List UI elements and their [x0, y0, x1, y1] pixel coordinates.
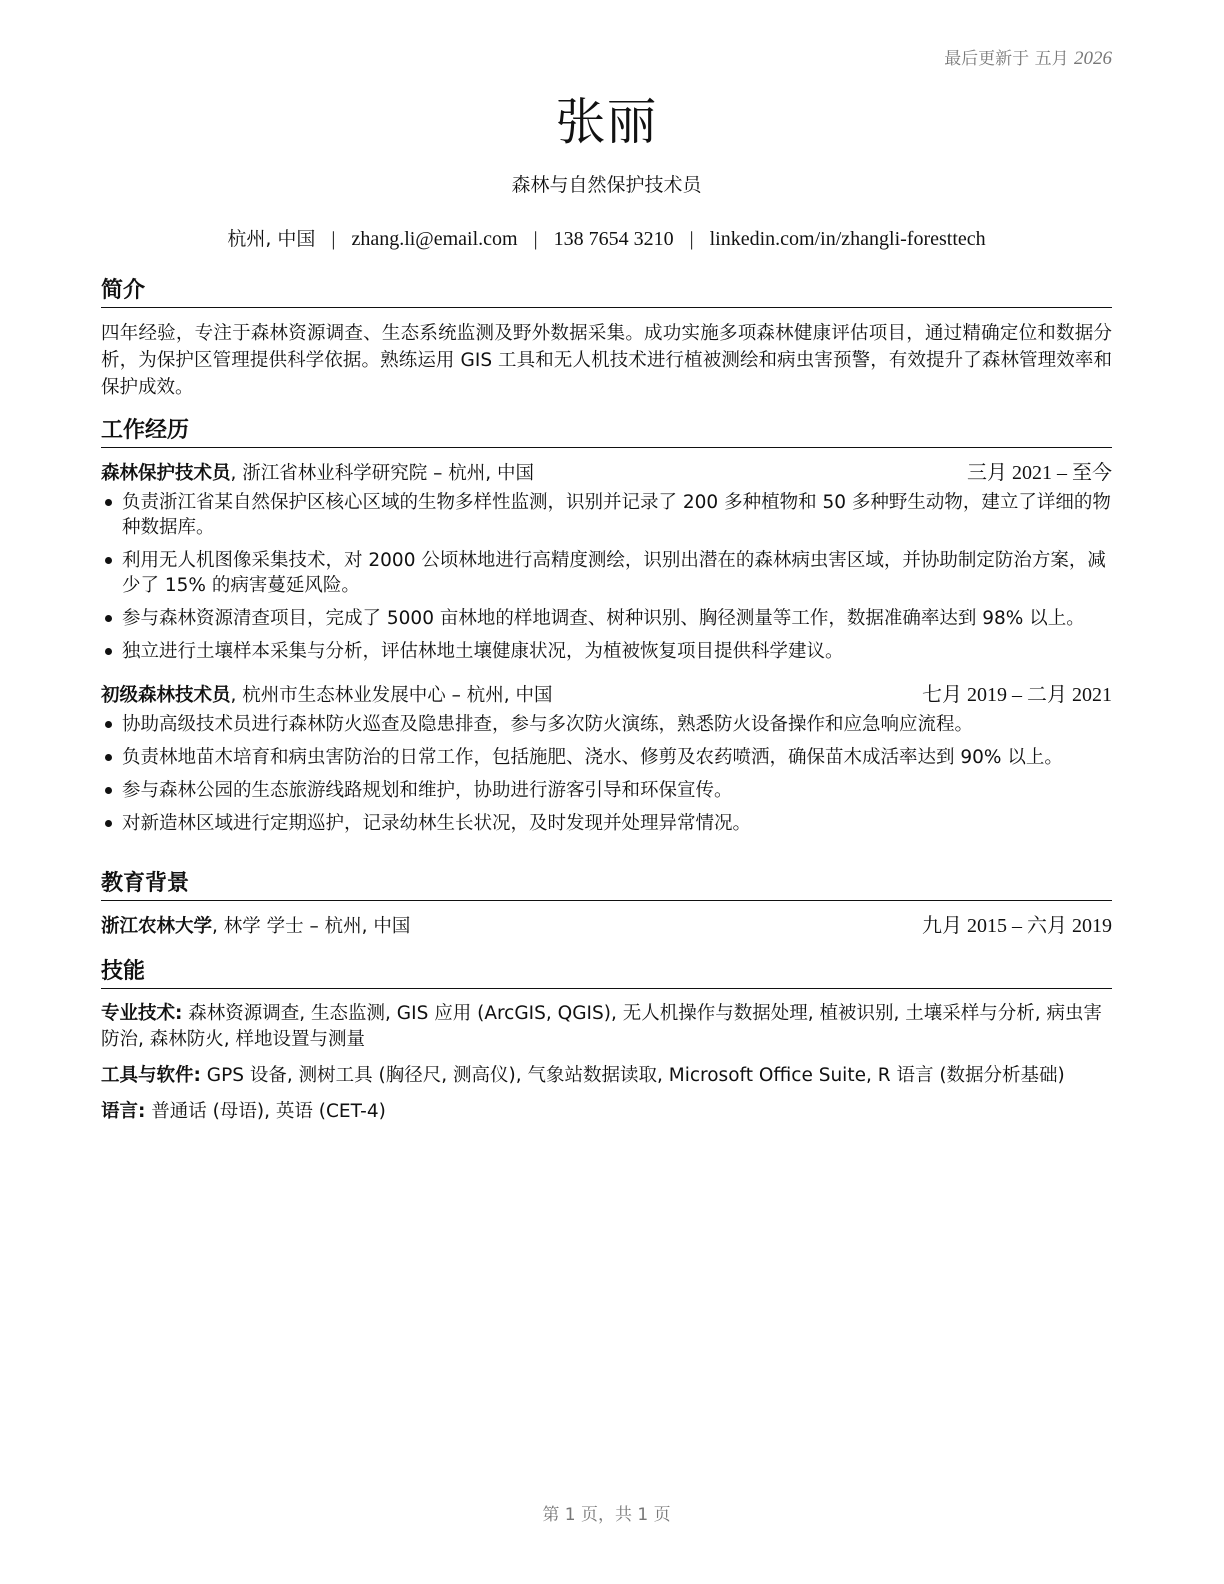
job-dates: 三月 2021 – 至今 — [967, 462, 1112, 484]
list-item: 利用无人机图像采集技术，对 2000 公顷林地进行高精度测绘，识别出潜在的森林病虫害区域，并协助制定防治方案，减少了 15% 的病害蔓延风险。 — [101, 548, 1112, 598]
job-header — [101, 460, 1112, 487]
skill-label: 语言: — [101, 1101, 146, 1122]
list-item: 对新造林区域进行定期巡护，记录幼林生长状况，及时发现并处理异常情况。 — [101, 811, 1112, 836]
experience-section — [101, 416, 1112, 844]
contact-separator: | — [689, 228, 694, 250]
resume-page — [101, 0, 1112, 1584]
job-bullets — [101, 712, 1112, 836]
job-entry — [101, 460, 1112, 664]
contact-location: 杭州, 中国 — [227, 228, 316, 250]
contact-separator: | — [331, 228, 336, 250]
job-org: , 杭州市生态林业发展中心 – 杭州, 中国 — [230, 685, 553, 706]
last-updated-label: 最后更新于 五月 — [944, 49, 1069, 69]
skill-label: 专业技术: — [101, 1003, 183, 1024]
education-section — [101, 869, 1112, 940]
summary-text: 四年经验，专注于森林资源调查、生态系统监测及野外数据采集。成功实施多项森林健康评估项目，通过精确定位和数据分析，为保护区管理提供科学依据。熟练运用 GIS 工具和无人机技术进行植被测绘和病虫害预警，有效提升了森林管理效率和保护成效。 — [101, 323, 1112, 398]
section-title: 简介 — [101, 276, 1112, 308]
section-title: 工作经历 — [101, 416, 1112, 448]
page-footer: 第 1 页，共 1 页 — [542, 1505, 671, 1525]
skill-label: 工具与软件: — [101, 1065, 201, 1086]
contact-separator: | — [533, 228, 538, 250]
skills-list — [101, 1001, 1112, 1125]
job-bullets — [101, 490, 1112, 664]
list-item: 参与森林资源清查项目，完成了 5000 亩林地的样地调查、树种识别、胸径测量等工作，数据准确率达到 98% 以上。 — [101, 606, 1112, 631]
candidate-name: 张丽 — [555, 93, 658, 151]
job-header — [101, 682, 1112, 709]
contact-line — [101, 224, 1112, 251]
job-position: 初级森林技术员 — [101, 685, 231, 706]
job-position: 森林保护技术员 — [101, 463, 231, 484]
education-dates: 九月 2015 – 六月 2019 — [922, 915, 1112, 937]
job-dates: 七月 2019 – 二月 2021 — [922, 684, 1112, 706]
skill-row — [101, 1099, 1112, 1125]
section-title: 教育背景 — [101, 869, 1112, 901]
education-entry — [101, 913, 1112, 940]
skill-text: 普通话 (母语), 英语 (CET-4) — [145, 1101, 386, 1122]
skill-row — [101, 1063, 1112, 1089]
job-entry — [101, 682, 1112, 836]
contact-linkedin[interactable]: linkedin.com/in/zhangli-foresttech — [709, 228, 986, 250]
skill-row — [101, 1001, 1112, 1053]
contact-phone: 138 7654 3210 — [553, 228, 674, 250]
section-title: 技能 — [101, 957, 1112, 989]
skills-section — [101, 957, 1112, 1135]
list-item: 协助高级技术员进行森林防火巡查及隐患排查，参与多次防火演练，熟悉防火设备操作和应急响应流程。 — [101, 712, 1112, 737]
skill-text: 森林资源调查, 生态监测, GIS 应用 (ArcGIS, QGIS), 无人机操作与数据处理, 植被识别, 土壤采样与分析, 病虫害防治, 森林防火, 样地设置与测量 — [101, 1003, 1103, 1050]
list-item: 负责林地苗木培育和病虫害防治的日常工作，包括施肥、浇水、修剪及农药喷洒，确保苗木成活率达到 90% 以上。 — [101, 745, 1112, 770]
education-detail: , 林学 学士 – 杭州, 中国 — [212, 916, 411, 937]
education-school: 浙江农林大学 — [101, 916, 213, 937]
job-org: , 浙江省林业科学研究院 – 杭州, 中国 — [230, 463, 535, 484]
skill-text: GPS 设备, 测树工具 (胸径尺, 测高仪), 气象站数据读取, Microsoft Office Suite, R 语言 (数据分析基础) — [200, 1065, 1065, 1086]
last-updated-year: 2026 — [1074, 48, 1112, 69]
list-item: 独立进行土壤样本采集与分析，评估林地土壤健康状况，为植被恢复项目提供科学建议。 — [101, 639, 1112, 664]
last-updated — [944, 44, 1112, 70]
contact-email[interactable]: zhang.li@email.com — [351, 228, 518, 250]
list-item: 负责浙江省某自然保护区核心区域的生物多样性监测，识别并记录了 200 多种植物和 50 多种野生动物，建立了详细的物种数据库。 — [101, 490, 1112, 540]
list-item: 参与森林公园的生态旅游线路规划和维护，协助进行游客引导和环保宣传。 — [101, 778, 1112, 803]
candidate-role: 森林与自然保护技术员 — [511, 174, 702, 196]
summary-section — [101, 276, 1112, 401]
